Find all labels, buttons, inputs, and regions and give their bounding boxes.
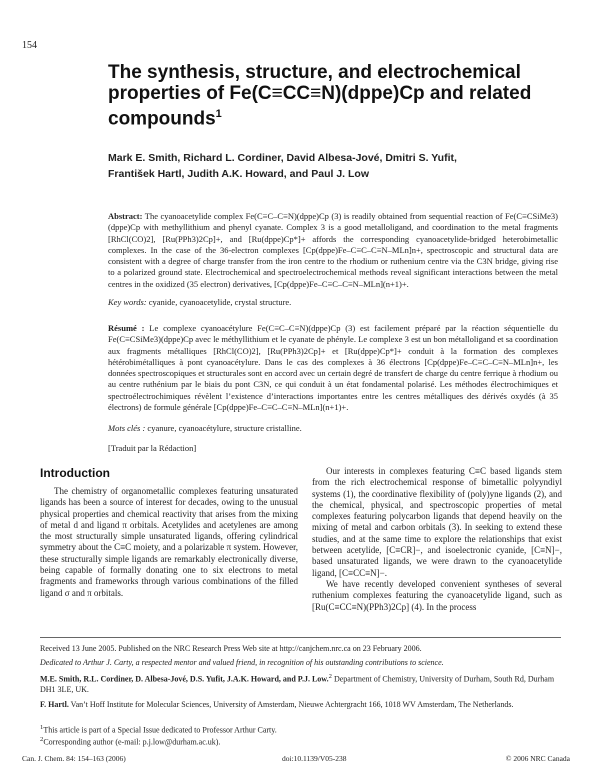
footnote-2	[40, 736, 561, 747]
title-text: The synthesis, structure, and electrochemical properties of Fe(C≡CC≡N)(dppe)Cp and related compounds	[108, 62, 532, 130]
keywords-text: cyanide, cyanoacetylide, crystal structure.	[148, 297, 292, 308]
aff1-text: Department of Chemistry, University of Durham, South Rd, Durham DH1 3LE, UK.	[40, 674, 555, 695]
footnote-1	[40, 724, 561, 735]
title-footnote-mark: 1	[215, 108, 222, 120]
page-number: 154	[22, 40, 37, 51]
authors-line-1: Mark E. Smith, Richard L. Cordiner, David Albesa-Jové, Dmitri S. Yufit,	[108, 152, 457, 164]
affiliation-amsterdam	[40, 700, 561, 711]
footer-citation: Can. J. Chem. 84: 154–163 (2006)	[22, 754, 126, 763]
resume-text: Le complexe cyanoacétylure Fe(C≡C–C≡N)(dppe)Cp (3) est facilement préparé par la réaction séquentielle du Fe(C≡CSiMe3)(dppe)Cp avec le méthyllithium et le cyanate de phényle. Le complexe 3 est un bon métalloligand et sa coordination aux fragments métalliques [RhCl(CO)2], [Ru(PPh3)2Cp]+ et [Ru(dppe)Cp*]+ conduit à la formation des complexes hétérobimétalliques à pont cyanoacétylure. Dans le cas des complexes à 36 électrons [Cp(dppe)Fe–C≡C–C≡N–MLn]n+, les données spectroscopiques et structurales sont en accord avec un certain degré de transfert de charge du centre ferrique à rhodium ou au centre ruthénium par le biais du pont C3N, ce qui conduit à un état fondamental polarisé. Les méthodes électrochimiques et spectroélectrochimiques révèlent l’existence d’interactions importantes entre les centres métalliques des dérivés oxydés (à 35 électrons) de formule générale [Cp(dppe)Fe–C≡C–C≡N–MLn](n+1)+.	[108, 323, 558, 413]
received-note: Received 13 June 2005. Published on the NRC Research Press Web site at http://canjchem.nrc.ca on 23 February 2006.	[40, 644, 422, 653]
affiliation-durham	[40, 672, 561, 696]
footer-copyright: © 2006 NRC Canada	[505, 754, 570, 763]
left-column	[40, 486, 298, 599]
aff2-name: F. Hartl.	[40, 700, 69, 709]
aff2-text: Van’t Hoff Institute for Molecular Sciences, University of Amsterdam, Nieuwe Achtergracht 166, 1018 WV Amsterdam, The Netherlands.	[70, 700, 514, 709]
motscles-label: Mots clés :	[108, 423, 146, 433]
paper-title	[108, 62, 548, 129]
mots-cles	[108, 423, 558, 433]
abstract-label: Abstract:	[108, 211, 143, 221]
fn2-sup: 2	[40, 736, 44, 743]
footer-doi: doi:10.1139/V05-238	[282, 754, 347, 763]
resume-label: Résumé :	[108, 323, 145, 333]
intro-paragraph-2: Our interests in complexes featuring C≡C based ligands stem from the rich electrochemical response of bimetallic polyyndiyl systems (1), the coordinative flexibility of (poly)yne ligands (2), and the chemical, physical, and spectroscopic properties of metal complexes featuring polycarbon ligands that depend heavily on the mixing of metal and carbon orbitals (3). In seeking to extend these studies, and at the same time to explore the relationships that exist between acetylide, [C≡CR]−, and isoelectronic cyanide, [C≡N]−, based unsaturated ligands, we were drawn to the cyanoacetylide ligand, [C≡CC≡N]−.	[312, 466, 562, 578]
intro-paragraph-3: We have recently developed convenient syntheses of several ruthenium complexes featuring the cyanoacetylide ligand, such as [Ru(C≡CC≡N)(PPh3)2Cp] (4). In the process	[312, 578, 562, 612]
intro-heading: Introduction	[40, 466, 110, 480]
dedication: Dedicated to Arthur J. Carty, a respected mentor and valued friend, in recognition of his outstanding contributions to science.	[40, 658, 444, 667]
keywords-label: Key words:	[108, 297, 147, 308]
traduit-note: [Traduit par la Rédaction]	[108, 443, 197, 453]
aff1-sup: 2	[328, 673, 332, 680]
fn2-text: Corresponding author (e-mail: p.j.low@durham.ac.uk).	[43, 737, 221, 747]
right-column	[312, 466, 562, 613]
motscles-text: cyanure, cyanoacétylure, structure cristalline.	[147, 423, 302, 433]
fn1-text: This article is part of a Special Issue dedicated to Professor Arthur Carty.	[43, 725, 277, 735]
resume	[108, 323, 558, 413]
footnote-divider	[40, 637, 561, 638]
page-footer	[22, 754, 570, 766]
intro-paragraph-1: The chemistry of organometallic complexes featuring unsaturated ligands has been a source of interest for decades, owing to the unusual physical properties and chemical reactivity that arises from the mixing of metal d and ligand π orbitals. Acetylides and acetylenes are among the most structurally simple unsaturated ligands, offering cylindrical symmetry about the C≡C moiety, and a polarizable π system. However, these structurally simple ligands are remarkably electronically diverse, being capable of formally donating one to six electrons to metal fragments and frameworks through various combinations of the filled ligand σ and π orbitals.	[40, 486, 298, 598]
abstract-text: The cyanoacetylide complex Fe(C≡C–C≡N)(dppe)Cp (3) is readily obtained from sequential reaction of Fe(C≡CSiMe3)(dppe)Cp with methyllithium and phenyl cyanate. Complex 3 is a good metalloligand, and coordination to the metal fragments [RhCl(CO)2], [Ru(PPh3)2Cp]+, and [Ru(dppe)Cp*]+ affords the corresponding cyanoacetylide-bridged heterobimetallic complexes. In the case of the 36-electron complexes [Cp(dppe)Fe–C≡C–C≡N–MLn]n+, spectroscopic and structural data are consistent with a degree of charge transfer from the iron centre to the rhodium or ruthenium centre via the C3N bridge, giving rise to a polarized ground state. Electrochemical and spectroelectrochemical methods reveal significant interactions between the metal centres in the oxidized (35 electron) derivatives, [Cp(dppe)Fe–C≡C–C≡N–MLn](n+1)+.	[108, 211, 558, 289]
authors	[108, 150, 558, 182]
fn1-sup: 1	[40, 724, 44, 731]
authors-line-2: František Hartl, Judith A.K. Howard, and Paul J. Low	[108, 168, 369, 180]
abstract	[108, 211, 558, 308]
aff1-names: M.E. Smith, R.L. Cordiner, D. Albesa-Jové, D.S. Yufit, J.A.K. Howard, and P.J. Low.	[40, 674, 329, 684]
